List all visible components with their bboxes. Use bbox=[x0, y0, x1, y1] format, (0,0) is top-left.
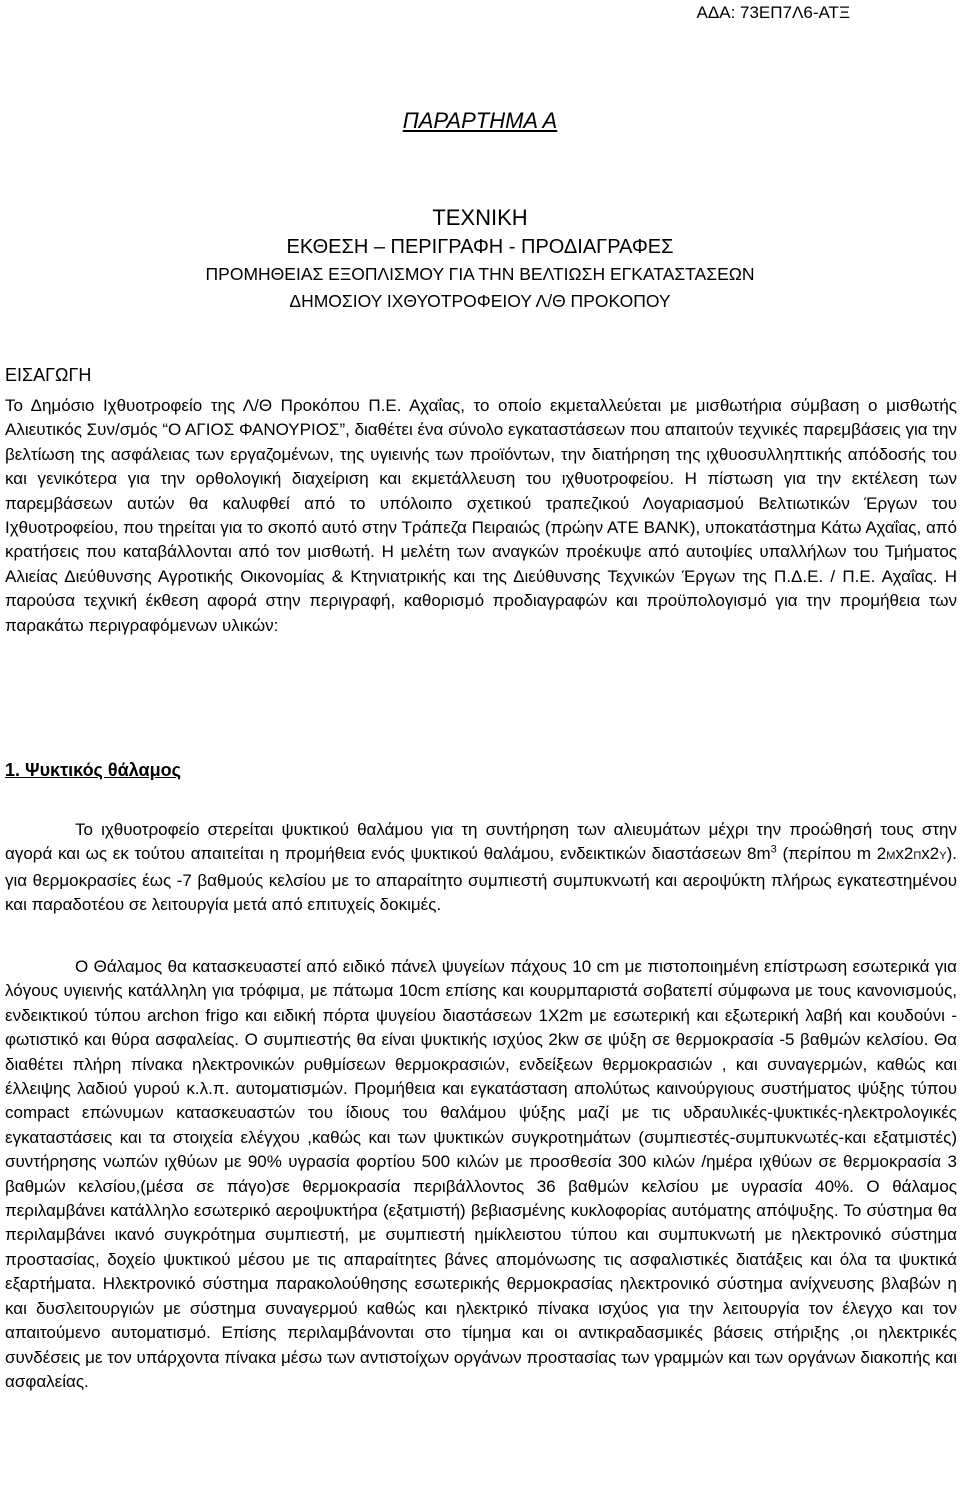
intro-paragraph: Το Δημόσιο Ιχθυοτροφείο της Λ/Θ Προκόπου Π.Ε. Αχαΐας, το οποίο εκμεταλλεύεται με μισθωτήρια σύμβαση ο μισθωτής Αλιευτικός Συν/σμός “Ο ΑΓΙΟΣ ΦΑΝΟΥΡΙΟΣ”, διαθέτει ένα σύνολο εγκαταστάσεων που απαιτούν τεχνικές παρεμβάσεις για την βελτίωση της ασφάλειας των εργαζομένων, της υγιεινής των προϊόντων, την διατήρηση της ιχθυοσυλληπτικής απόδοσής του και γενικότερα για την ορθολογική διαχείριση και εκμετάλλευση του ιχθυοτροφείου. Η πίστωση για την εκτέλεση των παρεμβάσεων αυτών θα καλυφθεί από το υπόλοιπο σχετικού τραπεζικού Λογαριασμού Βελτιωτικών Έργων του Ιχθυοτροφείου, που τηρείται για το σκοπό αυτό στην Τράπεζα Πειραιώς (πρώην ΑΤΕ BANK), υποκατάστημα Κάτω Αχαΐας, από κρατήσεις που καταβάλλονται από τον μισθωτή. Η μελέτη των αναγκών προέκυψε από αυτοψίες υπαλλήλων του Τμήματος Αλιείας Διεύθυνσης Αγροτικής Οικονομίας & Κτηνιατρικής και της Διεύθυνσης Τεχνικών Έργων της Π.Δ.Ε. / Π.Ε. Αχαΐας. Η παρούσα τεχνική έκθεση αφορά στην περιγραφή, καθορισμό προδιαγραφών και προϋπολογισμό για την προμήθεια των παρακάτω περιγραφόμενων υλικών: bbox=[5, 396, 957, 635]
title-line-2: ΕΚΘΕΣΗ – ΠΕΡΙΓΡΑΦΗ - ΠΡΟΔΙΑΓΡΑΦΕΣ bbox=[286, 236, 674, 258]
section-1-paragraph-2: Ο Θάλαμος θα κατασκευαστεί από ειδικό πάνελ ψυγείων πάχους 10 cm με πιστοποιημένη επίστρωση εσωτερικά για λόγους υγιεινής κατάλληλη για τρόφιμα, με πάτωμα 10cm επίσης και κουρμπαριστά σοβατεπί σύμφωνα με τους κανονισμούς, ενδεικτικού τύπου archon frigo και ειδική πόρτα ψυγείου διαστάσεων 1Χ2m με εσωτερική και εξωτερική λαβή και κουδούνι - φωτιστικό και θύρα ασφαλείας. Ο συμπιεστής θα είναι ψυκτικής ισχύος 2kw σε ψύξη σε θερμοκρασία -5 βαθμών κελσίου. Θα διαθέτει πλήρη πίνακα ηλεκτρονικών ρυθμίσεων θερμοκρασιών, ενδείξεων θερμοκρασιών , και συναγερμών, καθώς και έλλειψης λαδιού γυρού κ.λ.π. αυτοματισμών. Προμήθεια και εγκατάσταση απολύτως καινούργιους συστήματος ψύξης τύπου compact επώνυμων κατασκευαστών του ίδιους του θαλάμου ψύξης μαζί με τις υδραυλικές-ψυκτικές-ηλεκτρολογικές εγκαταστάσεις και τα στοιχεία ελέγχου ,καθώς και των ψυκτικών συγκροτημάτων (συμπιεστές-συμπυκνωτές-και εξατμιστές) συντήρησης νωπών ιχθύων με 90% υγρασία φορτίου 500 κιλών με προσθεσία 300 κιλών /ημέρα ιχθύων σε θερμοκρασία 3 βαθμών κελσίου,(μέσα σε πάγο)σε θερμοκρασία περιβάλλοντος 36 βαθμών κελσίου με υγρασία 40%. Ο θάλαμος περιλαμβάνει κατάλληλο εσωτερικό αεροψυκτήρα (εξατμιστή) βεβιασμένης κυκλοφορίας αυτόματης απόψυξης. Το σύστημα θα περιλαμβάνει ικανό συγκρότημα συμπιεστή, με συμπιεστή ημίκλειστου τύπου και συμπυκνωτή με ηλεκτρονικό σύστημα προστασίας, δοχείο ψυκτικού μέσου με τις απαραίτητες βάνες απομόνωσης τις ασφαλιστικές διατάξεις και όλα τα ψυκτικά εξαρτήματα. Ηλεκτρονικό σύστημα παρακολούθησης εσωτερικής θερμοκρασίας ηλεκτρονικό σύστημα ανίχνευσης βλαβών η και δυσλειτουργιών με σύστημα συναγερμού καθώς και ηλεκτρικό πίνακα ισχύος για την λειτουργία τον έλεγχο και τον απαιτούμενο αυτοματισμό. Επίσης περιλαμβάνονται στο τίμημα και οι αντικραδασμικές βάσεις στήριξης ,οι ηλεκτρικές συνδέσεις με τον υπάρχοντα πίνακα μέσω των αντιστοίχων οργάνων προστασίας των γραμμών και των οργάνων διακοπής και ασφαλείας. bbox=[5, 957, 957, 1391]
para1-text-d: x2 bbox=[921, 844, 940, 864]
para1-text-a: Το ιχθυοτροφείο στερείται ψυκτικού θαλάμου για τη συντήρηση των αλιευμάτων μέχρι την προώθησή τους στην αγορά και ως εκ τούτου απαιτείται η προμήθεια ενός ψυκτικού θαλάμου, ενδεικτικών διαστάσεων 8m bbox=[5, 820, 957, 864]
para1-text-b: (περίπου m 2 bbox=[776, 844, 887, 864]
dim-label-m: M bbox=[886, 850, 896, 863]
ada-code: ΑΔΑ: 73ΕΠ7Λ6-ΑΤΞ bbox=[696, 3, 850, 22]
dim-label-p: Π bbox=[913, 850, 922, 863]
intro-heading: ΕΙΣΑΓΩΓΗ bbox=[5, 365, 92, 385]
para1-text-e: ). για θερμοκρασίες έως -7 βαθμούς κελσίου με το απαραίτητο συμπιεστή συμπυκνωτή και αεροψύκτη πλήρως εγκατεστημένου και παραδοτέου σε λειτουργία μετά από επιτυχείς δοκιμές. bbox=[5, 844, 957, 915]
title-line-4: ΔΗΜΟΣΙΟΥ ΙΧΘΥΟΤΡΟΦΕΙΟΥ Λ/Θ ΠΡΟΚΟΠΟΥ bbox=[289, 291, 671, 311]
title-line-1: ΤΕΧΝΙΚΗ bbox=[432, 205, 528, 230]
superscript-3: 3 bbox=[770, 843, 777, 856]
para1-text-c: x2 bbox=[895, 844, 914, 864]
title-line-3: ΠΡΟΜΗΘΕΙΑΣ ΕΞΟΠΛΙΣΜΟΥ ΓΙΑ ΤΗΝ ΒΕΛΤΙΩΣΗ ΕΓΚΑΤΑΣΤΑΣΕΩΝ bbox=[205, 264, 755, 284]
annex-title: ΠΑΡΑΡΤΗΜΑ Α bbox=[402, 108, 558, 133]
section-1-heading: 1. Ψυκτικός θάλαμος bbox=[5, 760, 181, 780]
document-title bbox=[0, 203, 960, 315]
dim-label-y: Y bbox=[939, 850, 947, 863]
section-1-paragraph-1 bbox=[5, 818, 957, 918]
